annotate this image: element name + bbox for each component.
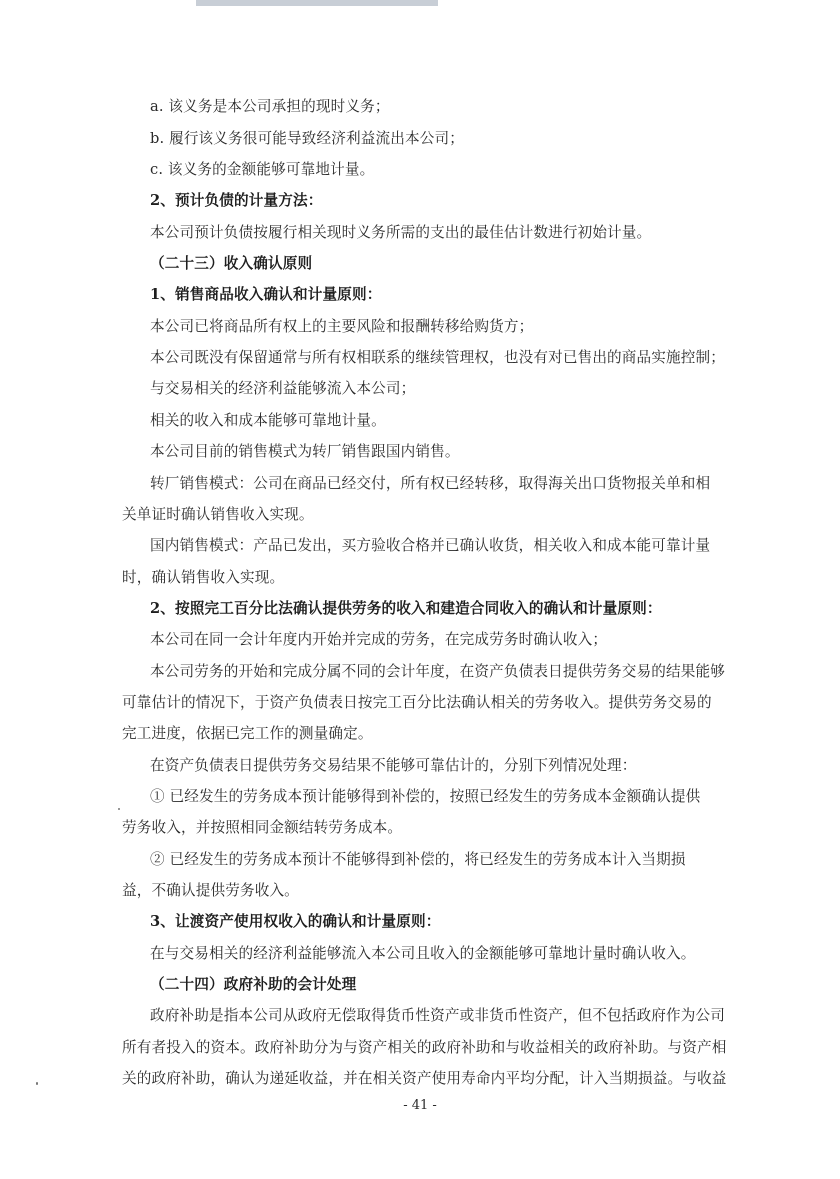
- text-line: a. 该义务是本公司承担的现时义务；: [150, 98, 390, 115]
- page-number: - 41 -: [403, 1098, 437, 1113]
- text-line: 劳务收入，并按照相同金额结转劳务成本。: [122, 819, 403, 836]
- text-line: 国内销售模式：产品已发出，买方验收合格并已确认收货，相关收入和成本能可靠计量: [150, 537, 711, 554]
- scan-speck: [36, 1082, 38, 1085]
- text-line: 本公司已将商品所有权上的主要风险和报酬转移给购货方；: [150, 318, 534, 335]
- scan-speck: [118, 808, 120, 810]
- section-heading: 2、预计负债的计量方法：: [150, 192, 323, 209]
- text-line: 本公司既没有保留通常与所有权相联系的继续管理权，也没有对已售出的商品实施控制；: [150, 349, 726, 366]
- section-heading: 1、销售商品收入确认和计量原则：: [150, 286, 382, 303]
- text-line: ② 已经发生的劳务成本预计不能够得到补偿的，将已经发生的劳务成本计入当期损: [150, 851, 686, 868]
- section-heading: 2、按照完工百分比法确认提供劳务的收入和建造合同收入的确认和计量原则：: [150, 600, 662, 617]
- text-line: 完工进度，依据已完工作的测量确定。: [122, 725, 373, 742]
- text-line: c. 该义务的金额能够可靠地计量。: [150, 161, 375, 178]
- text-line: 本公司目前的销售模式为转厂销售跟国内销售。: [150, 443, 460, 460]
- text-line: 相关的收入和成本能够可靠地计量。: [150, 412, 386, 429]
- section-heading: （二十三）收入确认原则: [150, 255, 313, 272]
- text-line: 在资产负债表日提供劳务交易结果不能够可靠估计的，分别下列情况处理：: [150, 757, 637, 774]
- text-line: 政府补助是指本公司从政府无偿取得货币性资产或非货币性资产，但不包括政府作为公司: [150, 1007, 726, 1024]
- text-line: 本公司在同一会计年度内开始并完成的劳务，在完成劳务时确认收入；: [150, 631, 608, 648]
- text-line: b. 履行该义务很可能导致经济利益流出本公司；: [150, 130, 464, 147]
- section-heading: （二十四）政府补助的会计处理: [150, 976, 357, 993]
- text-line: 在与交易相关的经济利益能够流入本公司且收入的金额能够可靠地计量时确认收入。: [150, 945, 696, 962]
- text-line: 可靠估计的情况下，于资产负债表日按完工百分比法确认相关的劳务收入。提供劳务交易的: [122, 694, 712, 711]
- text-line: 时，确认销售收入实现。: [122, 569, 285, 586]
- text-line: 转厂销售模式：公司在商品已经交付，所有权已经转移，取得海关出口货物报关单和相: [150, 475, 711, 492]
- text-line: 关的政府补助，确认为递延收益，并在相关资产使用寿命内平均分配，计入当期损益。与收益: [122, 1070, 727, 1087]
- text-line: 本公司预计负债按履行相关现时义务所需的支出的最佳估计数进行初始计量。: [150, 224, 652, 241]
- header-residue: [196, 0, 438, 6]
- text-line: 益，不确认提供劳务收入。: [122, 882, 299, 899]
- text-line: ① 已经发生的劳务成本预计能够得到补偿的，按照已经发生的劳务成本金额确认提供: [150, 788, 701, 805]
- text-line: 所有者投入的资本。政府补助分为与资产相关的政府补助和与收益相关的政府补助。与资产相: [122, 1039, 727, 1056]
- section-heading: 3、让渡资产使用权收入的确认和计量原则：: [150, 913, 441, 930]
- text-line: 关单证时确认销售收入实现。: [122, 506, 314, 523]
- text-line: 与交易相关的经济利益能够流入本公司；: [150, 380, 416, 397]
- text-line: 本公司劳务的开始和完成分属不同的会计年度，在资产负债表日提供劳务交易的结果能够: [150, 663, 726, 680]
